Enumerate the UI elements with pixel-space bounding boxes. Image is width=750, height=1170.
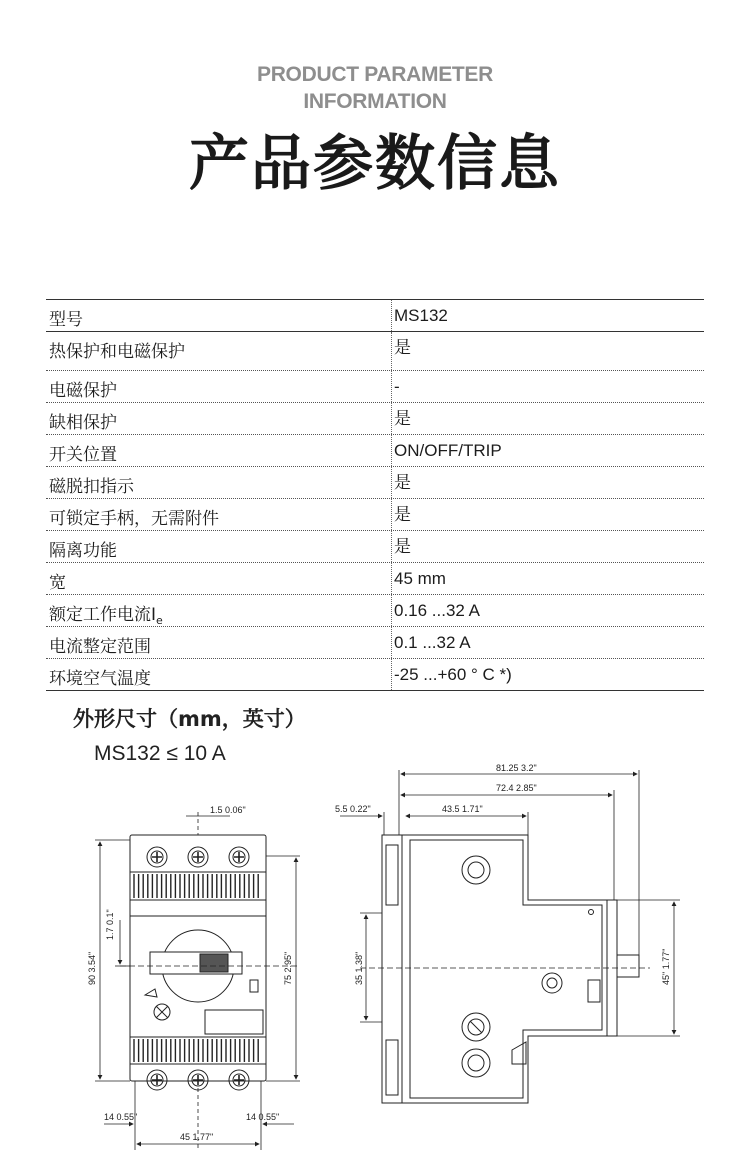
spec-label [49,664,151,689]
spec-label [49,376,117,401]
spec-label [49,472,134,497]
spec-label-text: 磁脱扣指示 [49,477,134,497]
side-body-outline [402,835,607,1103]
terminal-screw-icon [147,1070,167,1090]
spec-row [46,659,704,691]
dimension-drawing [0,760,750,1170]
spec-label-text: 额定工作电流I [49,605,157,625]
spec-value: 是 [391,531,411,562]
spec-label-text: 电磁保护 [49,381,117,401]
terminal-screw-icon [188,1070,208,1090]
spec-row [46,627,704,659]
spec-label-text: 开关位置 [49,445,117,465]
terminal-screw-icon [229,1070,249,1090]
spec-value: -25 ...+60 ° C *) [391,659,512,690]
spec-row [46,435,704,467]
spec-label [49,337,185,362]
spec-label [49,305,83,330]
spec-row [46,371,704,403]
spec-label-text: 可锁定手柄，无需附件 [49,509,219,529]
spec-label [49,600,163,627]
spec-value: 0.16 ...32 A [391,595,480,626]
spec-value: 45 mm [391,563,446,594]
aux-slot [205,1010,263,1034]
terminal-screw-icon [229,847,249,867]
terminal-screw-icon [147,847,167,867]
spec-value: 0.1 ...32 A [391,627,471,658]
spec-row [46,531,704,563]
spec-label [49,632,151,657]
spec-row [46,332,704,371]
dim-width: 45 1.77" [180,1132,214,1142]
spec-row [46,499,704,531]
page-title: 产品参数信息 [189,129,561,199]
dim-left-margin: 14 0.55" [104,1112,138,1122]
dim-top-gap: 1.5 0.06" [210,805,246,815]
dim-depth-front: 72.4 2.85" [496,783,537,793]
dim-right-height: 45" 1.77" [661,948,671,985]
spec-table [46,299,704,691]
side-view [382,835,639,1103]
spec-value: 是 [391,403,411,434]
spec-value: ON/OFF/TRIP [391,435,502,466]
spec-label-text: 宽 [49,573,66,593]
dim-right-margin: 14 0.55" [246,1112,280,1122]
spec-label-text: 热保护和电磁保护 [49,342,185,362]
spec-row [46,403,704,435]
spec-label-text: 隔离功能 [49,541,117,561]
dim-total-depth: 81.25 3.2" [496,763,537,773]
dim-rail-height: 35 1.38" [354,951,364,985]
spec-label [49,536,117,561]
spec-value: 是 [391,332,411,370]
spec-label-text: 环境空气温度 [49,669,151,689]
model-label: MS132 ≤ 10 A [94,742,226,765]
dimensions-title: 外形尺寸（mm，英寸） [73,707,306,731]
dim-rail-offset: 5.5 0.22" [335,804,371,814]
spec-row [46,595,704,627]
spec-row [46,300,704,332]
spec-value: MS132 [391,300,448,331]
spec-label-text: 缺相保护 [49,413,117,433]
spec-label-subscript: e [156,614,163,627]
spec-label [49,408,117,433]
dim-height-body: 75 2.95" [283,951,293,985]
spec-row [46,563,704,595]
dim-body-depth: 43.5 1.71" [442,804,483,814]
din-rail-clip [382,835,402,1103]
english-title-line-2: INFORMATION [303,90,447,113]
terminal-screw-icon [188,847,208,867]
spec-value: 是 [391,467,411,498]
spec-value: 是 [391,499,411,530]
spec-label-text: 型号 [49,310,83,330]
spec-label [49,568,66,593]
spec-label [49,440,117,465]
english-title-line-1: PRODUCT PARAMETER [256,63,493,86]
dim-height-total: 90 3.54" [87,951,97,985]
spec-label [49,504,219,529]
spec-label-text: 电流整定范围 [49,637,151,657]
spec-value: - [391,371,400,402]
dim-handle-offset: 1.7 0.1" [105,909,115,940]
spec-row [46,467,704,499]
